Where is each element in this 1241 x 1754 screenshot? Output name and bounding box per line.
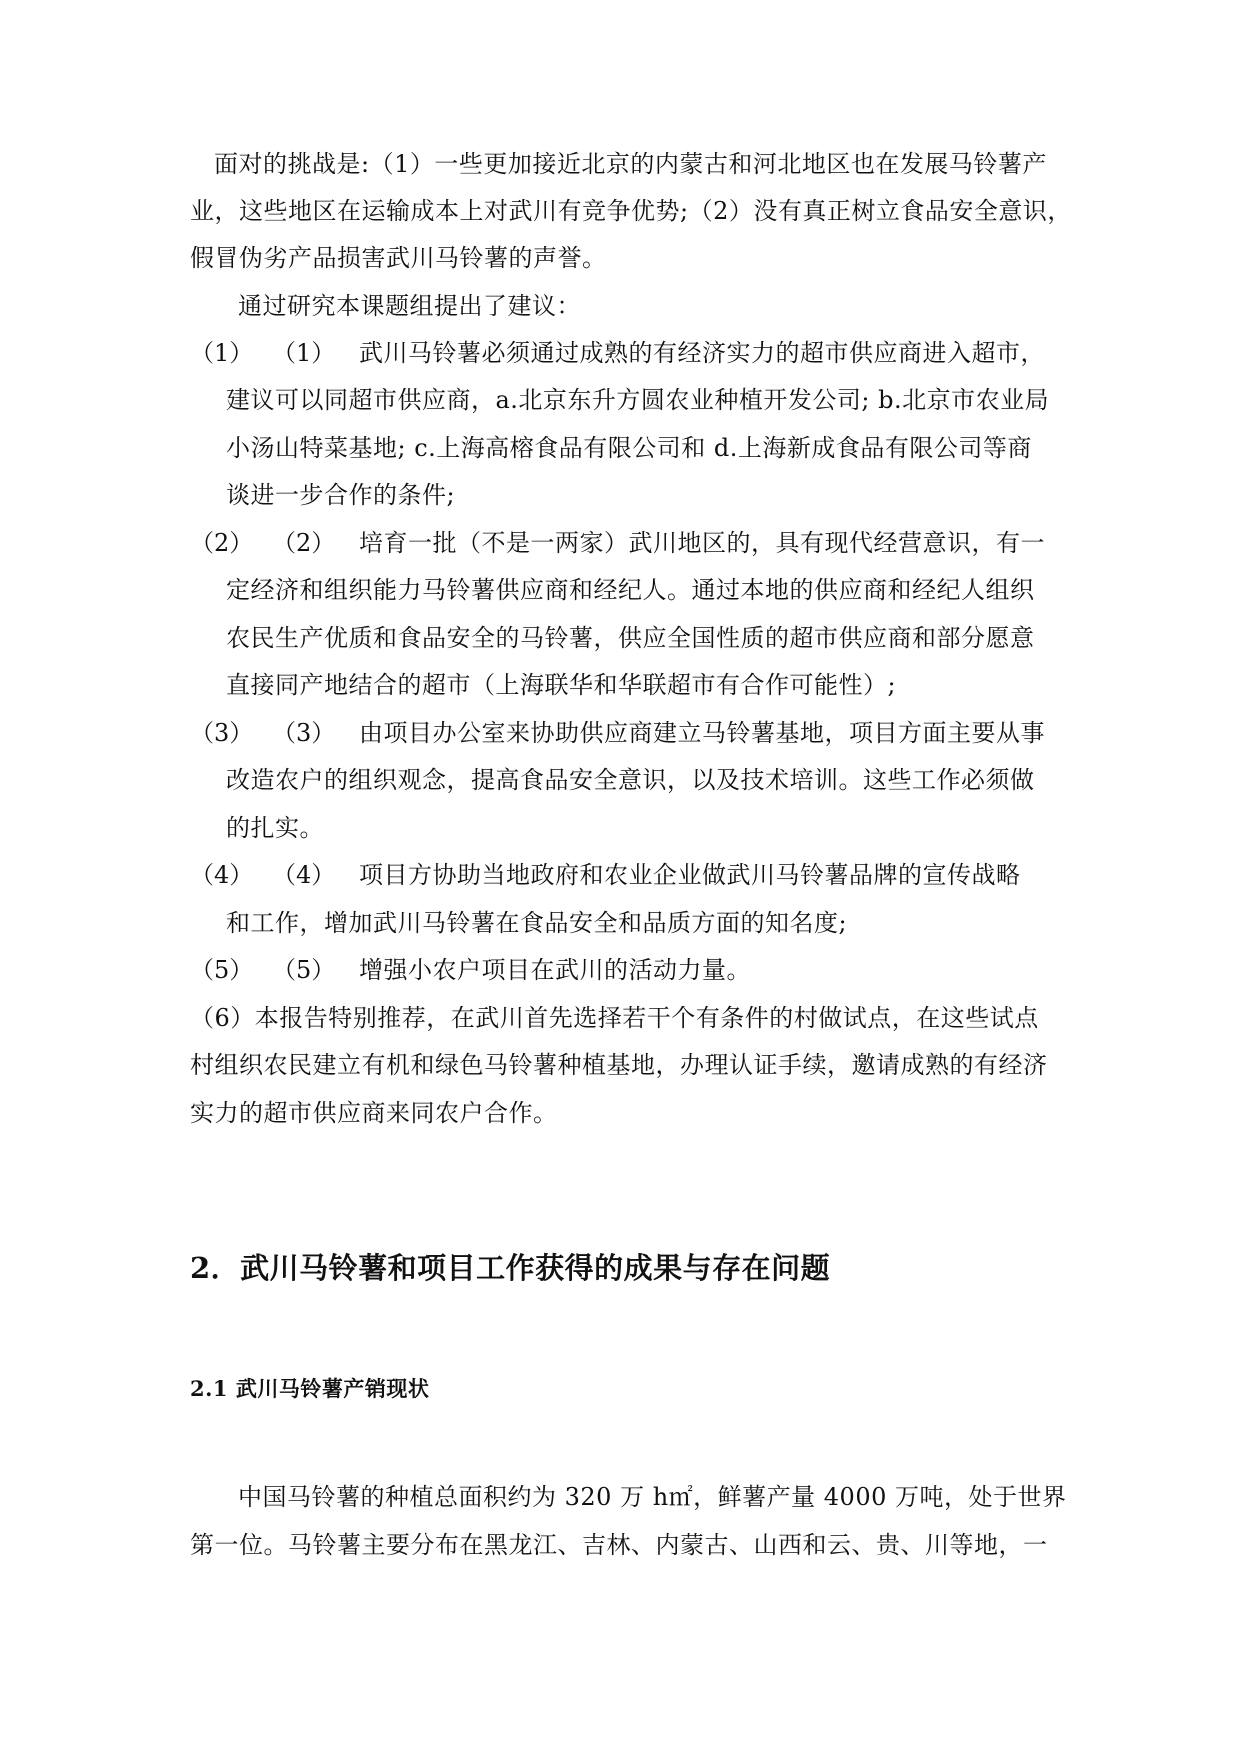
suggestion-4-line-1: 项目方协助当地政府和农业企业做武川马铃薯品牌的宣传战略 [359,861,1021,889]
suggestion-2-line-3: 农民生产优质和食品安全的马铃薯，供应全国性质的超市供应商和部分愿意 [226,624,1035,652]
suggestion-4-line-2: 和工作，增加武川马铃薯在食品安全和品质方面的知名度; [226,909,848,937]
suggestion-2-line-2: 定经济和组织能力马铃薯供应商和经纪人。通过本地的供应商和经纪人组织 [226,576,1035,604]
suggestion-2-inner-number: （2） [272,529,336,557]
suggestion-5-outer-number: （5） [190,956,254,984]
suggestion-4-inner-number: （4） [272,861,336,889]
suggestion-2-line-4: 直接同产地结合的超市（上海联华和华联超市有合作可能性）; [226,671,897,699]
suggestion-3-inner-number: （3） [272,719,336,747]
intro-line-1: 面对的挑战是:（1）一些更加接近北京的内蒙古和河北地区也在发展马铃薯产 [214,150,1047,178]
intro-line-2: 业，这些地区在运输成本上对武川有竞争优势;（2）没有真正树立食品安全意识， [190,197,1072,225]
suggestion-1-line-4: 谈进一步合作的条件; [226,481,456,509]
suggestion-2-outer-number: （2） [190,529,254,557]
recommendation-line-2: 村组织农民建立有机和绿色马铃薯种植基地，办理认证手续，邀请成熟的有经济 [190,1051,1048,1079]
intro-line-3: 假冒伪劣产品损害武川马铃薯的声誉。 [190,244,607,272]
suggestion-1-line-3: 小汤山特菜基地; c.上海高榕食品有限公司和 d.上海新成食品有限公司等商 [226,434,1032,462]
recommendation-line-1: （6）本报告特别推荐，在武川首先选择若干个有条件的村做试点，在这些试点 [190,1004,1039,1032]
subsection-line-2: 第一位。马铃薯主要分布在黑龙江、吉林、内蒙古、山西和云、贵、川等地，一 [190,1531,1048,1559]
subsection-heading: 2.1 武川马铃薯产销现状 [190,1376,430,1401]
suggestion-1-outer-number: （1） [190,339,254,367]
recommendation-line-3: 实力的超市供应商来同农户合作。 [190,1099,558,1127]
suggestion-1-inner-number: （1） [272,339,336,367]
suggestion-1-line-1: 武川马铃薯必须通过成熟的有经济实力的超市供应商进入超市， [359,339,1045,367]
suggestion-1-line-2: 建议可以同超市供应商，a.北京东升方圆农业种植开发公司; b.北京市农业局 [226,386,1050,414]
suggestion-3-line-3: 的扎实。 [226,814,324,842]
suggestion-5-inner-number: （5） [272,956,336,984]
suggestion-2-line-1: 培育一批（不是一两家）武川地区的，具有现代经营意识，有一 [359,529,1045,557]
subsection-line-1: 中国马铃薯的种植总面积约为 320 万 h㎡，鲜薯产量 4000 万吨，处于世界 [238,1483,1067,1511]
suggestion-3-line-2: 改造农户的组织观念，提高食品安全意识，以及技术培训。这些工作必须做 [226,766,1035,794]
suggestion-3-outer-number: （3） [190,719,254,747]
suggestion-4-outer-number: （4） [190,861,254,889]
suggestion-lead: 通过研究本课题组提出了建议： [238,292,581,320]
suggestion-5-line-1: 增强小农户项目在武川的活动力量。 [359,956,751,984]
suggestion-3-line-1: 由项目办公室来协助供应商建立马铃薯基地，项目方面主要从事 [359,719,1045,747]
section-heading: 2．武川马铃薯和项目工作获得的成果与存在问题 [190,1251,831,1285]
